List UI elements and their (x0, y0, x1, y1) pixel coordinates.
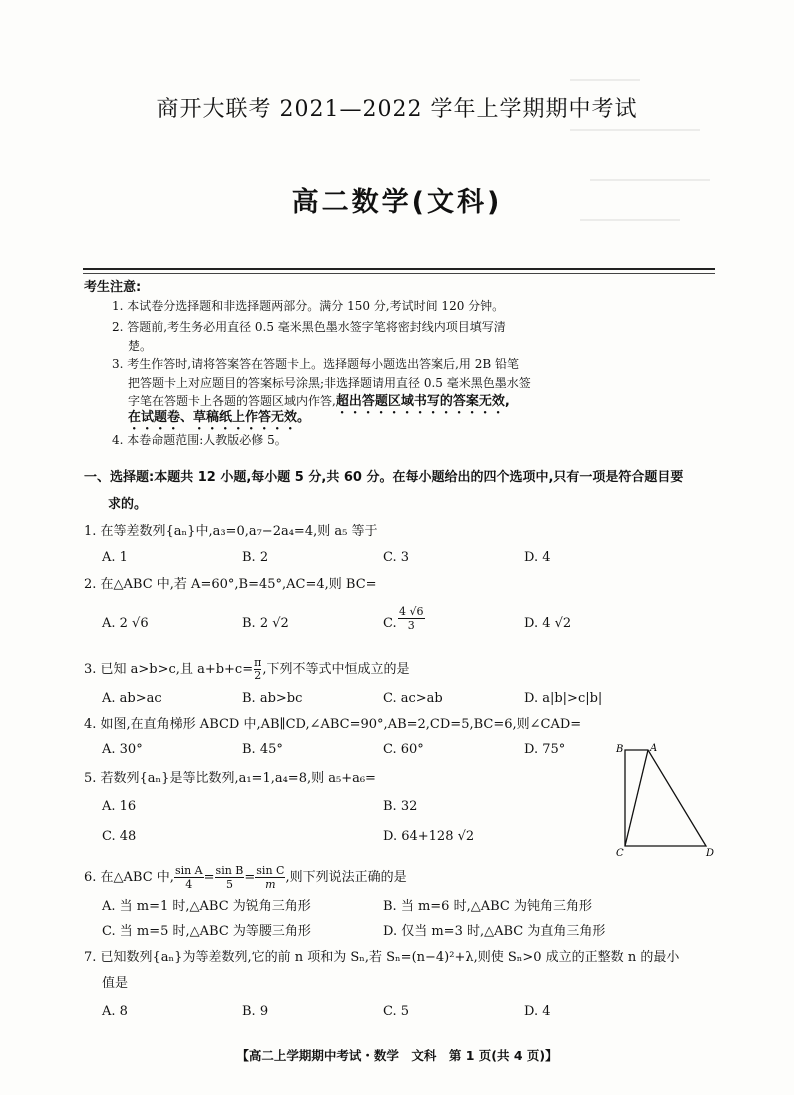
q2-option-c (383, 616, 397, 632)
q3-option-c: C. ac>ab (383, 691, 443, 706)
q3-fraction-num: π (254, 656, 262, 669)
q4-option-d: D. 75° (524, 742, 566, 757)
notice-heading: 考生注意: (84, 280, 142, 295)
q7-option-d: D. 4 (524, 1004, 551, 1019)
notice-item-3: 3. 考生作答时,请将答案答在答题卡上。选择题每小题选出答案后,用 2B 铅笔 (112, 357, 519, 371)
header-rule-thin (83, 273, 715, 274)
q6-option-d: D. 仅当 m=3 时,△ABC 为直角三角形 (383, 924, 606, 939)
q4-option-c: C. 60° (383, 742, 424, 757)
q7-option-a: A. 8 (102, 1004, 128, 1019)
q6-f1-num: sin A (174, 864, 203, 877)
q7-option-b: B. 9 (242, 1004, 269, 1019)
q6-option-b: B. 当 m=6 时,△ABC 为钝角三角形 (383, 899, 592, 914)
question-1-stem: 1. 在等差数列{aₙ}中,a₃=0,a₇−2a₄=4,则 a₅ 等于 (84, 524, 378, 539)
q5-option-d: D. 64+128 √2 (383, 829, 475, 844)
label-d: D (706, 848, 715, 858)
q2-option-b: B. 2 √2 (242, 616, 289, 631)
q5-option-a: A. 16 (102, 799, 137, 814)
page-footer: 【高二上学期期中考试・数学 文科 第 1 页(共 4 页)】 (236, 1048, 558, 1063)
notice-item-1: 1. 本试卷分选择题和非选择题两部分。满分 150 分,考试时间 120 分钟。 (112, 299, 505, 313)
q2-c-denominator: 3 (407, 619, 415, 632)
q6-fraction-2 (215, 864, 245, 891)
q3-stem-part1: 3. 已知 a>b>c,且 a+b+c= (84, 662, 254, 677)
section-heading-line2: 求的。 (108, 497, 148, 512)
q3-fraction (254, 657, 261, 682)
notice-item-3-line3-text: 字笔在答题卡上各题的答题区域内作答, (128, 394, 336, 408)
q3-option-a: A. ab>ac (102, 691, 162, 706)
q2-option-c-label: C. (383, 616, 397, 631)
diagonal-ac (625, 750, 648, 846)
q4-option-b: B. 45° (242, 742, 283, 757)
notice-item-4: 4. 本卷命题范围:人教版必修 5。 (112, 433, 287, 447)
q6-option-c: C. 当 m=5 时,△ABC 为等腰三角形 (102, 924, 311, 939)
q1-option-a: A. 1 (102, 550, 128, 565)
q5-option-b: B. 32 (383, 799, 418, 814)
q6-f3-den: m (265, 878, 276, 891)
notice-item-3-line2: 把答题卡上对应题目的答案标号涂黑;非选择题请用直径 0.5 毫米黑色墨水签 (128, 376, 531, 390)
q2-option-c-fraction (398, 605, 425, 632)
question-7-stem-line2: 值是 (102, 976, 129, 991)
q1-option-b: B. 2 (242, 550, 269, 565)
q6-fraction-3 (255, 864, 285, 891)
label-b: B (616, 744, 624, 755)
question-6-stem: 6. 在△ABC 中, $\frac{\text{sin A}}{4}$ = $\frac{\text{sin B}}{5}$ = $\frac{\text{sin C}}{m}$ ,则下列说法正确的是 (84, 864, 407, 891)
question-2-stem: 2. 在△ABC 中,若 A=60°,B=45°,AC=4,则 BC= (84, 577, 377, 592)
q3-option-b: B. ab>bc (242, 691, 303, 706)
notice-item-2: 2. 答题前,考生务必用直径 0.5 毫米黑色墨水签字笔将密封线内项目填写清 (112, 320, 506, 334)
q7-option-c: C. 5 (383, 1004, 410, 1019)
q2-option-a: A. 2 √6 (102, 616, 149, 631)
q4-option-a: A. 30° (102, 742, 143, 757)
label-a: A (650, 743, 658, 754)
question-3-stem (84, 657, 409, 682)
q1-option-c: C. 3 (383, 550, 410, 565)
q2-c-numerator: 4 √6 (399, 605, 424, 618)
q5-option-c: C. 48 (102, 829, 137, 844)
q6-fraction-1 (174, 864, 204, 891)
header-rule-thick (83, 268, 715, 270)
q3-fraction-den: 2 (254, 669, 262, 682)
q3-option-d: D. a|b|>c|b| (524, 691, 603, 706)
question-5-stem: 5. 若数列{aₙ}是等比数列,a₁=1,a₄=8,则 a₅+a₆= (84, 771, 376, 786)
notice-emphasis-1: 超出答题区域书写的答案无效, (335, 394, 510, 409)
question-7-stem-line1: 7. 已知数列{aₙ}为等差数列,它的前 n 项和为 Sₙ,若 Sₙ=(n−4)²+λ,则使 Sₙ>0 成立的正整数 n 的最小 (84, 950, 680, 965)
q6-f2-den: 5 (225, 878, 233, 891)
question-4-stem: 4. 如图,在直角梯形 ABCD 中,AB∥CD,∠ABC=90°,AB=2,CD=5,BC=6,则∠CAD= (84, 717, 582, 732)
exam-title: 商开大联考 2021—2022 学年上学期期中考试 (156, 97, 638, 122)
q2-option-d: D. 4 √2 (524, 616, 572, 631)
q6-f1-den: 4 (185, 878, 193, 891)
q6-option-a: A. 当 m=1 时,△ABC 为锐角三角形 (102, 899, 311, 914)
trapezoid-figure (612, 742, 722, 858)
q6-f2-num: sin B (215, 864, 244, 877)
q6-stem-part1: 6. 在△ABC 中, (84, 870, 174, 885)
q1-option-d: D. 4 (524, 550, 551, 565)
q6-f3-num: sin C (256, 864, 285, 877)
notice-item-2-cont: 楚。 (128, 339, 153, 353)
label-c: C (616, 848, 624, 858)
section-heading-line1: 一、选择题:本题共 12 小题,每小题 5 分,共 60 分。在每小题给出的四个选项中,只有一项是符合题目要 (84, 470, 684, 485)
q3-stem-part2: ,下列不等式中恒成立的是 (262, 662, 410, 677)
notice-emphasis-2: 在试题卷、草稿纸上作答无效。 (128, 410, 311, 425)
subject-title: 高二数学(文科) (291, 187, 503, 218)
q6-stem-part2: ,则下列说法正确的是 (285, 870, 407, 885)
